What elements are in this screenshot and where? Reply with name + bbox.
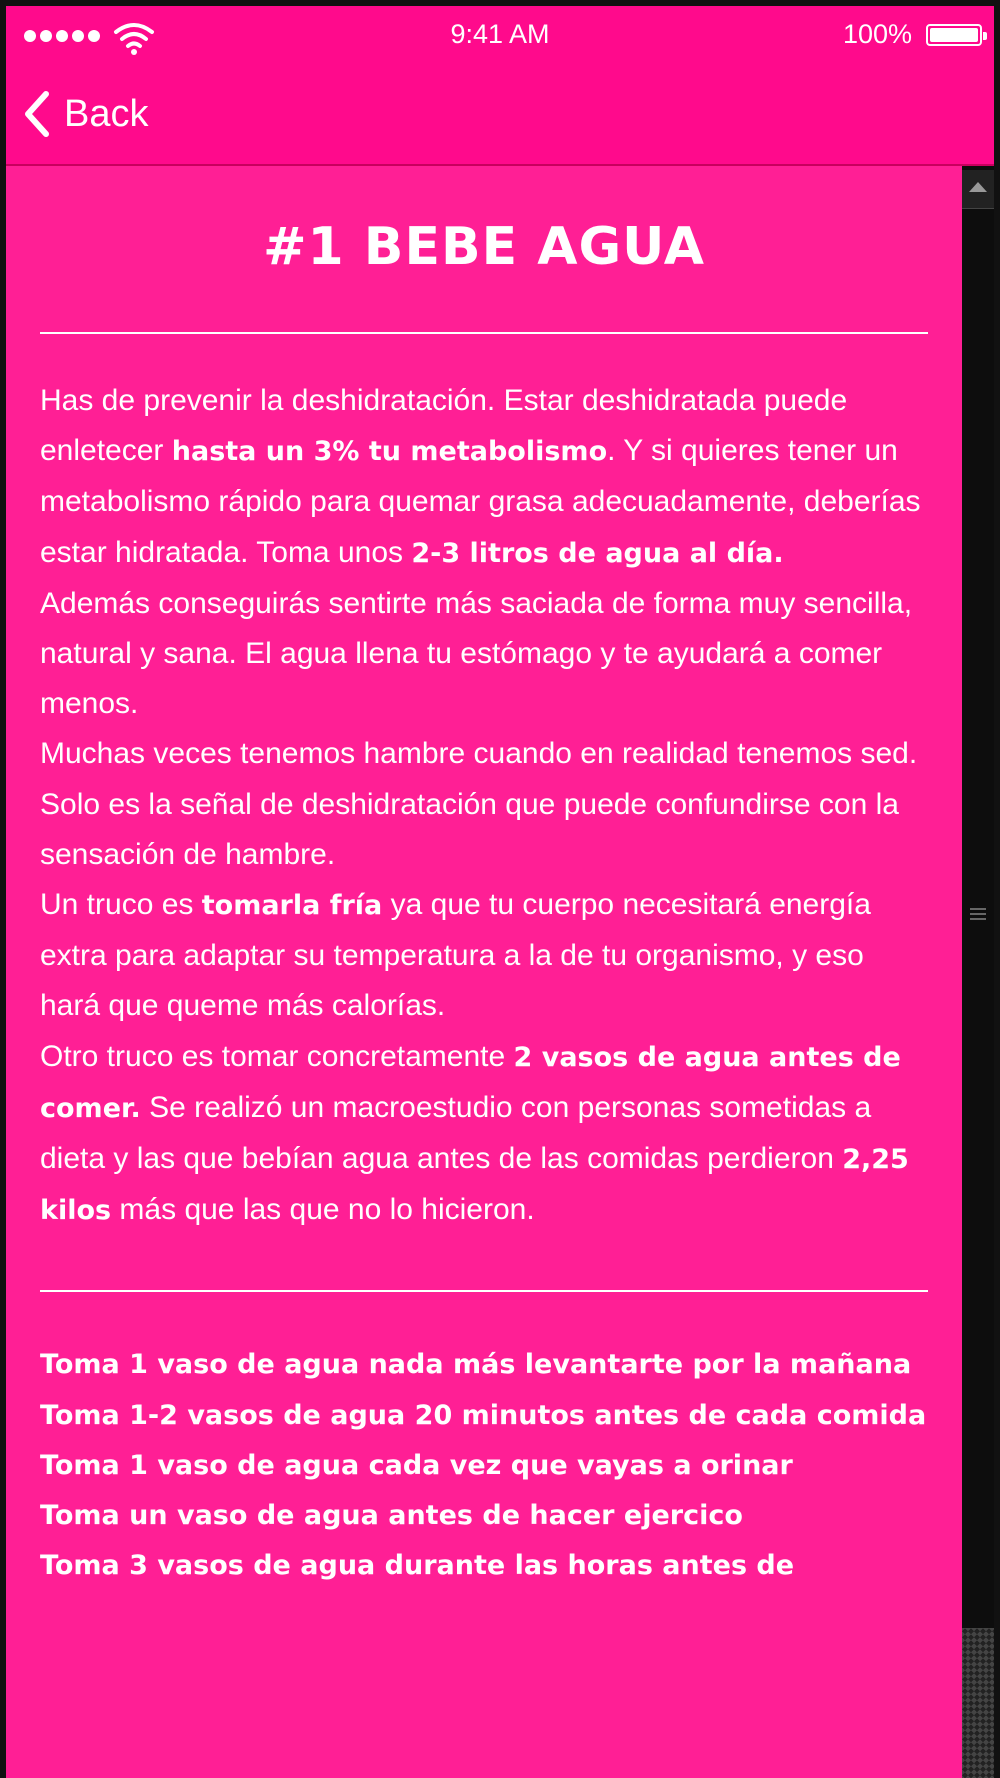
text-run: Otro truco es tomar concretamente — [40, 1039, 514, 1073]
article-paragraph — [40, 579, 928, 730]
battery-percent: 100% — [842, 19, 912, 49]
article-content[interactable] — [6, 166, 962, 1778]
divider — [40, 332, 928, 334]
battery-icon — [926, 24, 982, 46]
back-label: Back — [64, 92, 149, 135]
status-bar — [6, 6, 994, 64]
text-run: Has de prevenir la deshidratación. Estar deshidratada puede enletecer — [40, 384, 848, 468]
text-run: . Y si quieres tener un metabolismo rápido para quemar grasa adecuadamente, deberías estar hidratada. Toma unos — [40, 434, 921, 569]
tip-item: Toma un vaso de agua antes de hacer ejercico — [40, 1500, 743, 1532]
status-time: 9:41 AM — [450, 19, 550, 49]
article-title: #1 BEBE AGUA — [262, 217, 706, 277]
text-run: Se realizó un macroestudio con personas sometidas a dieta y las que bebían agua antes de las comidas perdieron — [40, 1090, 872, 1176]
tips-list — [40, 1340, 928, 1591]
article-body — [40, 376, 928, 1236]
back-button[interactable] — [20, 86, 148, 142]
tip-item: Toma 1-2 vasos de agua 20 minutos antes de cada comida — [40, 1399, 927, 1431]
article-paragraph — [40, 376, 928, 579]
bold-text: 2,25 kilos — [40, 1144, 909, 1227]
article-paragraph — [40, 729, 928, 880]
bold-text: tomarla fría — [201, 890, 383, 922]
bold-text: 2-3 litros de agua al día. — [411, 537, 784, 569]
article-paragraph — [40, 1032, 928, 1237]
scroll-track-bottom[interactable] — [962, 1628, 994, 1778]
text-run: Muchas veces tenemos hambre cuando en realidad tenemos sed. Solo es la señal de deshidratación que puede confundirse con la sensación de hambre. — [40, 737, 918, 871]
tip-item: Toma 3 vasos de agua durante las horas antes de — [40, 1550, 795, 1582]
navigation-bar — [6, 64, 994, 166]
scroll-up-arrow-icon[interactable] — [962, 170, 994, 209]
tip-item: Toma 1 vaso de agua nada más levantarte por la mañana — [40, 1349, 912, 1381]
text-run: ya que tu cuerpo necesitará energía extra para adaptar su temperatura a la de tu organismo, y eso hará que queme más calorías. — [40, 888, 871, 1023]
scroll-grip-icon[interactable] — [970, 908, 986, 922]
text-run: más que las que no lo hicieron. — [111, 1193, 535, 1227]
tip-item: Toma 1 vaso de agua cada vez que vayas a orinar — [40, 1449, 793, 1481]
text-run: Además conseguirás sentirte más saciada de forma muy sencilla, natural y sana. El agua llena tu estómago y te ayudará a comer menos. — [40, 586, 913, 721]
article-paragraph — [40, 880, 928, 1032]
chevron-left-icon — [20, 89, 52, 139]
text-run: Un truco es — [40, 888, 202, 922]
scrollbar[interactable] — [962, 166, 994, 1778]
bold-text: 2 vasos de agua antes de comer. — [40, 1041, 901, 1124]
bold-text: hasta un 3% tu metabolismo — [171, 436, 608, 468]
divider — [40, 1290, 928, 1292]
